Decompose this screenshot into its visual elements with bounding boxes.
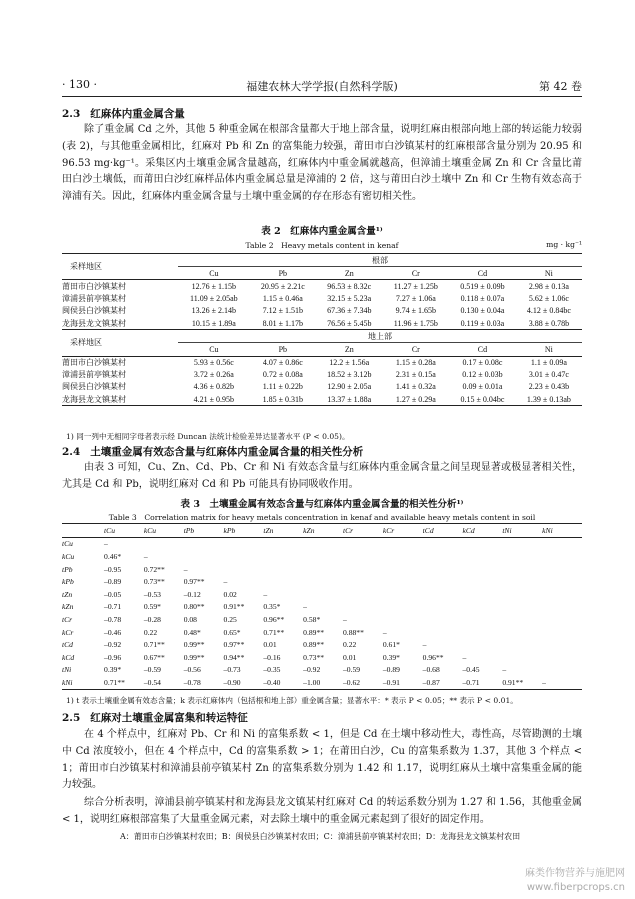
table3-caption-en: Table 3 Correlation matrix for heavy metals concentration in kenaf and available heavy metals content in soil	[108, 513, 536, 522]
table3-value-cell	[184, 537, 224, 550]
table2-value-cell: 2.23 ± 0.43b	[528, 382, 570, 392]
table3-value-cell	[502, 601, 542, 614]
table3-value-cell: 0.89**	[303, 640, 325, 650]
table3-value-cell	[542, 651, 582, 664]
table3-value-cell	[502, 613, 542, 626]
table3-value-cell: –	[542, 676, 582, 689]
table3-value-cell: 0.22	[343, 640, 357, 650]
table3-value-cell	[144, 537, 184, 550]
section-title: 红麻对土壤重金属富集和转运特征	[90, 712, 248, 724]
table3-row-label: kCr	[62, 627, 74, 637]
table3-value-cell: –0.92	[303, 665, 321, 675]
table3-value-cell: –	[462, 652, 467, 662]
table2-location-cell: 龙海县龙文镇某村	[62, 317, 178, 330]
table2-value-cell: 4.36 ± 0.82b	[193, 382, 235, 392]
table3-value-cell: –0.12	[183, 589, 201, 599]
table3-value-cell: –	[223, 577, 228, 587]
table3-value-cell: –0.35	[263, 665, 281, 675]
table3-value-cell: –0.59	[343, 665, 361, 675]
table-row	[62, 293, 582, 305]
table3-row-label: tCd	[62, 640, 73, 650]
table3-value-cell	[263, 575, 303, 588]
table3-value-cell	[263, 537, 303, 550]
table3-value-cell	[423, 563, 463, 576]
table2-header-row	[62, 330, 582, 343]
table3-value-cell	[303, 588, 343, 601]
table3-value-cell: –	[303, 602, 307, 612]
table3-value-cell: –0.54	[144, 676, 184, 689]
table2-value-cell: 1.15 ± 0.46a	[262, 294, 303, 304]
table3-value-cell: –0.56	[183, 665, 201, 675]
table2-value-cell: 12.90 ± 2.05a	[327, 382, 372, 392]
table3-value-cell	[263, 563, 303, 576]
header-rule	[62, 96, 582, 97]
table3-value-cell	[462, 537, 502, 550]
table2-column-header: Zn	[316, 343, 383, 356]
paragraph-2-5b: 综合分析表明，漳浦县前亭镇某村和龙海县龙文镇某村红麻对 Cd 的转运系数分别为 1.27 和 1.56，其他重金属 < 1，说明红麻根部富集了大量重金属元素，对去除土壤中的重金属元素起到了很好的固定作用。	[62, 797, 582, 825]
table3-value-cell: –	[502, 665, 507, 675]
table2-unit: mg · kg⁻¹	[546, 240, 582, 249]
table2-value-cell: 1.27 ± 0.29a	[383, 393, 449, 406]
table3-value-cell: 0.96**	[263, 614, 285, 624]
table2-value-cell: 7.12 ± 1.51b	[262, 306, 303, 316]
section-title: 红麻体内重金属含量	[90, 108, 185, 120]
table3-value-cell: –0.28	[143, 614, 161, 624]
table3-value-cell: 0.48*	[183, 627, 201, 637]
table3-value-cell: 0.88**	[343, 627, 364, 637]
table2-value-cell: 0.130 ± 0.04a	[460, 306, 505, 316]
table-row	[62, 676, 582, 689]
table-row	[62, 563, 582, 576]
table2-location-cell: 闽侯县白沙镇某村	[62, 382, 126, 392]
section-title: 土壤重金属有效态含量与红麻体内重金属含量的相关性分析	[90, 446, 364, 458]
table3-value-cell	[542, 638, 582, 651]
section-number: 2.4	[62, 446, 81, 458]
table2-value-cell: 7.27 ± 1.06a	[395, 294, 436, 304]
table2-value-cell: 10.15 ± 1.89a	[178, 317, 250, 330]
table3-value-cell: –0.68	[422, 665, 440, 675]
table3-value-cell: –	[263, 589, 268, 599]
table2-group-header: 地上部	[178, 330, 582, 343]
table3-value-cell: –	[183, 564, 188, 574]
table3-value-cell	[502, 550, 542, 563]
table-row	[62, 664, 582, 677]
table2-column-header: Ni	[516, 343, 582, 356]
table2-location-cell: 龙海县龙文镇某村	[62, 393, 178, 406]
table-row	[62, 393, 582, 406]
table2-location-cell: 莆田市白沙镇某村	[62, 358, 126, 368]
table3-value-cell: 0.71**	[263, 627, 285, 637]
table2-value-cell: 1.41 ± 0.32a	[395, 382, 436, 392]
table3-value-cell: –0.73	[223, 665, 241, 675]
table3-value-cell: 0.71**	[143, 640, 165, 650]
table2-value-cell: 1.85 ± 0.31b	[250, 393, 316, 406]
table-row	[62, 537, 582, 550]
page-header	[62, 78, 582, 94]
table3-value-cell	[383, 563, 423, 576]
table3-row-label: kZn	[62, 602, 74, 612]
table2	[62, 253, 582, 406]
table2-column-header: Cr	[383, 343, 449, 356]
table3-value-cell	[303, 563, 343, 576]
table2-value-cell: 96.53 ± 8.32c	[327, 281, 372, 291]
table2-value-cell: 76.56 ± 5.45b	[316, 317, 383, 330]
table2-value-cell: 4.21 ± 0.95b	[178, 393, 250, 406]
table2-value-cell: 1.39 ± 0.13ab	[516, 393, 582, 406]
table2-value-cell: 0.519 ± 0.09b	[460, 281, 505, 291]
table2-value-cell: 1.15 ± 0.28a	[395, 358, 436, 368]
table3-value-cell: –0.62	[343, 676, 383, 689]
table3-value-cell	[542, 626, 582, 639]
table3-value-cell: 0.58*	[303, 614, 321, 624]
table2-value-cell: 2.31 ± 0.15a	[395, 370, 436, 380]
table3-value-cell: –	[104, 539, 108, 549]
table2-group-header: 根部	[178, 254, 582, 267]
table2-value-cell: 4.12 ± 0.84bc	[526, 306, 571, 316]
journal-title: 福建农林大学学报(自然科学版)	[246, 80, 398, 93]
table3-column-header: tCr	[343, 524, 383, 538]
table3-value-cell	[263, 550, 303, 563]
table3-value-cell	[303, 575, 343, 588]
table3-value-cell: 0.97**	[223, 640, 245, 650]
table3-value-cell: 0.73**	[143, 577, 165, 587]
table-row	[62, 356, 582, 369]
table2-value-cell: 18.52 ± 3.12b	[327, 370, 372, 380]
table3-value-cell	[502, 638, 542, 651]
table2-value-cell: 4.07 ± 0.86c	[262, 358, 303, 368]
table3-value-cell: –0.71	[104, 602, 122, 612]
table3-header-row	[62, 524, 582, 538]
table3-value-cell	[502, 588, 542, 601]
table3-value-cell: –0.46	[104, 627, 122, 637]
table3-value-cell: 0.67**	[143, 652, 165, 662]
table3-value-cell: 0.99**	[183, 652, 205, 662]
table2-value-cell: 9.74 ± 1.65b	[395, 306, 437, 316]
table3-value-cell	[303, 550, 343, 563]
table2-column-header: Cu	[178, 343, 250, 356]
table2-value-cell: 11.09 ± 2.05ab	[190, 294, 238, 304]
table3-value-cell: 0.91**	[223, 602, 245, 612]
table3-row-label: tPb	[62, 564, 73, 574]
table3-value-cell: –	[143, 551, 148, 561]
table3-value-cell: 0.73**	[303, 652, 325, 662]
table3-value-cell	[423, 613, 463, 626]
table3-value-cell	[462, 613, 502, 626]
table3-value-cell: –0.91	[383, 676, 423, 689]
table2-value-cell: 5.62 ± 1.06c	[528, 294, 569, 304]
section-heading-2-4	[62, 444, 363, 459]
volume-label: 第 42 卷	[539, 80, 582, 93]
table3-column-header: tCd	[423, 524, 463, 538]
table3-value-cell: 0.65*	[223, 627, 241, 637]
table2-value-cell: 32.15 ± 5.23a	[327, 294, 372, 304]
table2-value-cell: 20.95 ± 2.21c	[260, 281, 305, 291]
section-number: 2.5	[62, 712, 81, 724]
table3-value-cell: 0.39*	[104, 665, 122, 675]
table3-row-label: tNi	[62, 665, 72, 675]
table2-value-cell: 0.118 ± 0.07a	[460, 294, 505, 304]
table3-value-cell	[542, 550, 582, 563]
table3-value-cell: –	[382, 627, 387, 637]
table2-header-row	[62, 254, 582, 267]
table-row	[62, 638, 582, 651]
table3-value-cell	[343, 537, 383, 550]
table3-row-label: tCr	[62, 614, 73, 624]
table3-value-cell: 0.01	[263, 640, 277, 650]
table2-value-cell: 11.96 ± 1.75b	[383, 317, 449, 330]
table3-value-cell	[542, 588, 582, 601]
table3-value-cell	[502, 575, 542, 588]
table3-value-cell	[542, 664, 582, 677]
table3-column-header: tNi	[502, 524, 542, 538]
table2-column-header: Cu	[178, 267, 250, 280]
table-row	[62, 651, 582, 664]
table3-value-cell: 0.97**	[183, 577, 205, 587]
table2-value-cell: 8.01 ± 1.17b	[250, 317, 316, 330]
table3-value-cell	[502, 626, 542, 639]
table2-value-cell: 0.12 ± 0.03b	[462, 370, 503, 380]
table3-value-cell: 0.91**	[502, 676, 542, 689]
table3-value-cell	[462, 550, 502, 563]
table2-value-cell: 0.119 ± 0.03a	[449, 317, 516, 330]
table3-value-cell: 0.02	[223, 589, 237, 599]
table3-value-cell	[343, 601, 383, 614]
table3-value-cell	[383, 601, 423, 614]
table3-value-cell	[462, 626, 502, 639]
table3-value-cell	[542, 575, 582, 588]
table2-location-cell: 漳浦县前亭镇某村	[62, 370, 126, 380]
table3-value-cell: –0.89	[382, 665, 400, 675]
table2-value-cell: 3.01 ± 0.47c	[528, 370, 569, 380]
figure-legend: A：莆田市白沙镇某村农田；B：闽侯县白沙镇某村农田；C：漳浦县前亭镇某村农田；D：龙海县龙文镇某村农田	[120, 832, 521, 841]
table3-value-cell: –	[422, 640, 427, 650]
table3-value-cell	[423, 626, 463, 639]
table3-value-cell	[224, 537, 264, 550]
table3-value-cell: –1.00	[303, 676, 343, 689]
table3-column-header: kCd	[462, 524, 502, 538]
table3-value-cell	[462, 575, 502, 588]
table2-value-cell: 13.37 ± 1.88a	[316, 393, 383, 406]
table3-value-cell: –0.45	[462, 665, 480, 675]
table3-value-cell: 0.94**	[223, 652, 245, 662]
table3-value-cell: –0.96	[104, 652, 122, 662]
table2-value-cell: 12.2 ± 1.56a	[329, 358, 370, 368]
table3-value-cell	[423, 537, 463, 550]
table3-value-cell	[343, 550, 383, 563]
table2-caption: 表 2 红麻体内重金属含量¹⁾	[261, 226, 383, 237]
table3-value-cell: 0.08	[183, 614, 197, 624]
paragraph-2-4: 由表 3 可知，Cu、Zn、Cd、Pb、Cr 和 Ni 有效态含量与红麻体内重金属含量之间呈现显著或极显著相关性，尤其是 Cd 和 Pb，说明红麻对 Cd 和 Pb 可能具有协同吸收作用。	[62, 462, 582, 490]
table3-value-cell: 0.46*	[104, 551, 122, 561]
table2-value-cell: 0.17 ± 0.08c	[462, 358, 503, 368]
table3-column-header: kNi	[542, 524, 582, 538]
table3-column-header: kZn	[303, 524, 343, 538]
table3-value-cell	[184, 550, 224, 563]
table2-value-cell: 1.1 ± 0.09a	[530, 358, 567, 368]
table3-value-cell: 0.39*	[382, 652, 400, 662]
table2-caption-en: Table 2 Heavy metals content in kenaf	[245, 241, 399, 250]
table3-value-cell	[502, 651, 542, 664]
table-row	[62, 550, 582, 563]
section-number: 2.3	[62, 108, 81, 120]
table3-value-cell	[383, 588, 423, 601]
table3	[62, 523, 582, 690]
table3-column-header: kCu	[144, 524, 184, 538]
table3-value-cell: –0.40	[263, 676, 303, 689]
table2-column-header: Cd	[449, 267, 516, 280]
table3-value-cell: –0.16	[263, 652, 281, 662]
paragraph-2-5: 在 4 个样点中，红麻对 Pb、Cr 和 Ni 的富集系数 < 1，但是 Cd 在土壤中移动性大，毒性高，尽管勘测的土壤中 Cd 浓度较小，但在 4 个样点中，Cd 的富集系数 > 1；在莆田白沙，Cu 的富集系数为 1.37，其他 3 个样点 < 1；莆田市白沙镇某村和漳浦县前亭镇某村 Zn 的富集系数分别为 1.42 和 1.17，说明红麻从土壤中富集重金属的能力较强。	[62, 729, 582, 791]
watermark-line1: 麻类作物营养与施肥网	[525, 868, 625, 879]
table3-value-cell	[462, 588, 502, 601]
table3-value-cell: 0.89**	[303, 627, 325, 637]
page-number: · 130 ·	[62, 78, 97, 91]
table3-row-label: kPb	[62, 577, 74, 587]
table2-value-cell: 67.36 ± 7.34b	[327, 306, 372, 316]
table-row	[62, 601, 582, 614]
table3-value-cell	[502, 537, 542, 550]
table3-column-header	[62, 524, 104, 538]
table-row	[62, 317, 582, 330]
table3-column-header: tZn	[263, 524, 303, 538]
table3-value-cell: –0.53	[143, 589, 161, 599]
table3-value-cell: –0.78	[104, 614, 122, 624]
table3-row-label: kCu	[62, 551, 75, 561]
table3-value-cell: –0.90	[224, 676, 264, 689]
table3-row-label: tCu	[62, 539, 73, 549]
table3-value-cell	[224, 550, 264, 563]
table3-value-cell: 0.71**	[104, 676, 144, 689]
table-row	[62, 369, 582, 381]
table2-loc-header: 采样地区	[62, 330, 178, 356]
table3-value-cell	[542, 601, 582, 614]
table3-value-cell: –0.78	[184, 676, 224, 689]
table2-location-cell: 莆田市白沙镇某村	[62, 281, 126, 291]
table3-value-cell	[224, 563, 264, 576]
table2-value-cell: 12.76 ± 1.15b	[191, 281, 237, 291]
table3-value-cell: 0.35*	[263, 602, 281, 612]
watermark-line2: www.fiberpcrops.cn	[526, 882, 625, 893]
section-heading-2-5	[62, 710, 248, 725]
table3-value-cell: 0.99**	[183, 640, 205, 650]
table3-value-cell	[462, 563, 502, 576]
table3-value-cell	[383, 550, 423, 563]
table3-value-cell	[542, 563, 582, 576]
table2-column-header: Pb	[250, 343, 316, 356]
table3-row-label: kCd	[62, 652, 75, 662]
table3-value-cell	[303, 537, 343, 550]
table2-value-cell: 2.98 ± 0.13a	[528, 281, 569, 291]
table2-value-cell: 1.11 ± 0.22b	[262, 382, 303, 392]
table3-value-cell	[423, 550, 463, 563]
table3-column-header: tCu	[104, 524, 144, 538]
table3-value-cell	[343, 575, 383, 588]
table3-value-cell: 0.80**	[183, 602, 205, 612]
table2-value-cell: 5.93 ± 0.56c	[193, 358, 234, 368]
table3-value-cell	[542, 613, 582, 626]
table2-column-header: Pb	[250, 267, 316, 280]
table3-value-cell: 0.25	[223, 614, 237, 624]
table-row	[62, 626, 582, 639]
table3-value-cell	[383, 537, 423, 550]
table3-row-label: kNi	[62, 676, 104, 689]
table3-value-cell	[343, 563, 383, 576]
table3-value-cell	[462, 601, 502, 614]
table-row	[62, 575, 582, 588]
table3-value-cell	[502, 563, 542, 576]
table3-value-cell: –0.87	[423, 676, 463, 689]
table3-value-cell: 0.72**	[143, 564, 165, 574]
table-row	[62, 305, 582, 317]
table2-loc-header: 采样地区	[62, 254, 178, 280]
table3-column-header: kPb	[224, 524, 264, 538]
section-heading-2-3	[62, 106, 185, 121]
table3-value-cell: –	[343, 614, 347, 624]
table3-value-cell	[423, 575, 463, 588]
table3-value-cell	[383, 575, 423, 588]
table3-value-cell: –0.59	[143, 665, 161, 675]
table2-value-cell: 0.72 ± 0.08a	[262, 370, 303, 380]
table3-value-cell: 0.59*	[143, 602, 161, 612]
table3-value-cell: 0.22	[143, 627, 158, 637]
table2-location-cell: 闽侯县白沙镇某村	[62, 306, 126, 316]
table2-value-cell: 13.26 ± 2.14b	[191, 306, 237, 316]
table3-value-cell: –0.89	[104, 577, 122, 587]
table2-value-cell: 0.15 ± 0.04bc	[449, 393, 516, 406]
table3-value-cell	[343, 588, 383, 601]
table3-value-cell	[423, 588, 463, 601]
table3-value-cell: –0.92	[104, 640, 122, 650]
table2-value-cell: 11.27 ± 1.25b	[393, 281, 438, 291]
table3-value-cell	[383, 613, 423, 626]
table2-location-cell: 漳浦县前亭镇某村	[62, 294, 126, 304]
table3-value-cell: –0.05	[104, 589, 122, 599]
table3-caption: 表 3 土壤重金属有效态含量与红麻体内重金属含量的相关性分析¹⁾	[180, 499, 464, 510]
table2-value-cell: 0.09 ± 0.01a	[462, 382, 503, 392]
table3-value-cell: 0.96**	[422, 652, 444, 662]
table2-column-header: Cr	[383, 267, 449, 280]
table2-column-header: Ni	[516, 267, 582, 280]
table3-value-cell: –0.71	[462, 676, 502, 689]
table2-value-cell: 3.88 ± 0.78b	[516, 317, 582, 330]
table3-value-cell: 0.61*	[382, 640, 400, 650]
table3-value-cell	[542, 537, 582, 550]
paragraph-2-3: 除了重金属 Cd 之外，其他 5 种重金属在根部含量都大于地上部含量，说明红麻由根部向地上部的转运能力较弱(表 2)，与其他重金属相比，红麻对 Pb 和 Zn 的富集能力较强，莆田市白沙镇某村的红麻根部含量分别为 20.95 和 96.53 mg·kg⁻¹。采集区内土壤重金属含量越高，红麻体内中重金属就越高，但漳浦土壤重金属 Zn 和 Cr 含量比莆田白沙土壤低，而莆田白沙红麻样品体内重金属总量是漳浦的 2 倍，这与莆田白沙土壤中 Zn 和 Cr 生物有效态高于漳浦有关。因此，红麻体内重金属含量与土壤中重金属的存在形态有密切相关性。	[62, 124, 582, 203]
table2-column-header: Cd	[449, 343, 516, 356]
table3-footnote: 1) t 表示土壤重金属有效态含量；k 表示红麻体内（包括根和地上部）重金属含量；显著水平：* 表示 P < 0.05；** 表示 P < 0.01。	[66, 696, 518, 705]
table3-column-header: kCr	[383, 524, 423, 538]
table-row	[62, 588, 582, 601]
table2-column-header: Zn	[316, 267, 383, 280]
table3-value-cell	[423, 601, 463, 614]
table-row	[62, 280, 582, 293]
table3-row-label: tZn	[62, 589, 73, 599]
table3-value-cell: –0.95	[104, 564, 122, 574]
table2-footnote: 1) 同一列中无相同字母者表示经 Duncan 法统计检验差异达显著水平 (P < 0.05)。	[66, 432, 350, 441]
table-row	[62, 381, 582, 393]
table3-value-cell: 0.01	[343, 652, 357, 662]
watermark	[525, 867, 625, 895]
table3-column-header: tPb	[184, 524, 224, 538]
table-row	[62, 613, 582, 626]
table3-value-cell	[462, 638, 502, 651]
table2-value-cell: 3.72 ± 0.26a	[193, 370, 234, 380]
